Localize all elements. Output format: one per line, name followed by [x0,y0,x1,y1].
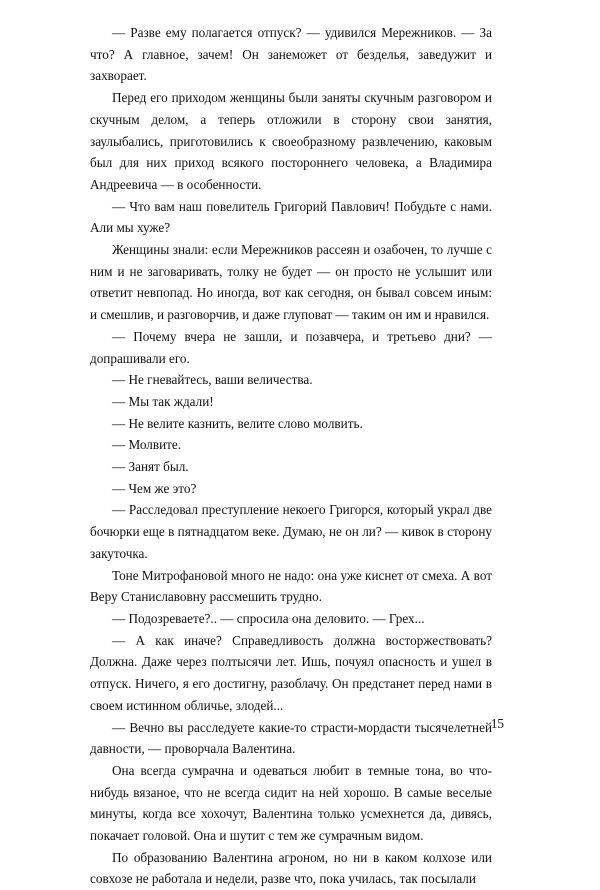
paragraph-11: — Чем же это? [112,480,197,496]
paragraph-18: По образованию Валентина агроном, но ни в каком колхозе или совхозе не работала и недели, разве что, пока училась, так посылали [90,849,492,887]
paragraph-10: — Занят был. [112,459,189,475]
paragraph-13: Тоне Митрофановой много не надо: она уже киснет от смеха. А вот Веру Станиславовну рассмешить трудно. [90,567,492,605]
paragraph-14: — Подозреваете?.. — спросила она деловито. — Грех... [112,610,425,626]
paragraph-6: — Не гневайтесь, ваши величества. [112,372,313,388]
paragraph-7: — Мы так ждали! [112,393,214,409]
paragraph-15: — А как иначе? Справедливость должна восторжествовать? Должна. Даже через полтысячи лет. Ишь, почуял опасность и ушел в отпуск. Ничего, я его достигну, разоблачу. Он предстанет перед нами в своем истинном обличье, злодей... [90,632,492,713]
paragraph-3: — Что вам наш повелитель Григорий Павлович! Побудьте с нами. Али мы хуже? [90,198,492,236]
paragraph-8: — Не велите казнить, велите слово молвить. [112,415,363,431]
paragraph-17: Она всегда сумрачна и одеваться любит в темные тона, во что-нибудь вязаное, что не всегда сидит на ней хорошо. В самые веселые минуты, когда все хохочут, Валентина только усмехнется да, дивясь, покачает головой. Она и шутит с тем же сумрачным видом. [90,762,492,844]
paragraph-4: Женщины знали: если Мережников рассеян и озабочен, то лучше с ним и не заговаривать, толку не будет — он просто не услышит или ответит невпопад. Но иногда, вот как сегодня, он бывал совсем иным: и смешлив, и разговорчив, и даже глуповат — таким он им и нравился. [90,242,492,323]
page-number: 15 [490,716,504,731]
paragraph-2: Перед его приходом женщины были заняты скучным разговором и скучным делом, а теперь отложили в сторону свои занятия, заулыбались, приготовились к своеобразному развлечению, каковым был для них приход всякого постороннего человека, а Владимира Андреевича — в особенности. [90,90,492,192]
paragraph-1: — Разве ему полагается отпуск? — удивился Мережников. — За что? А главное, зачем! Он занеможет от безделья, заведужит и захворает. [90,25,492,84]
paragraph-16: — Вечно вы расследуете какие-то страсти-мордасти тысячелетней давности, — проворчала Валентина. [90,719,492,757]
page-text [90,22,492,890]
paragraph-5: — Почему вчера не зашли, и позавчера, и третьево дни? — допрашивали его. [90,328,492,366]
paragraph-9: — Молвите. [112,437,182,453]
paragraph-12: — Расследовал преступление некоего Григорся, который украл две бочюрки еще в пятнадцатом веке. Думаю, не он ли? — кивок в сторону закуточка. [90,502,492,561]
